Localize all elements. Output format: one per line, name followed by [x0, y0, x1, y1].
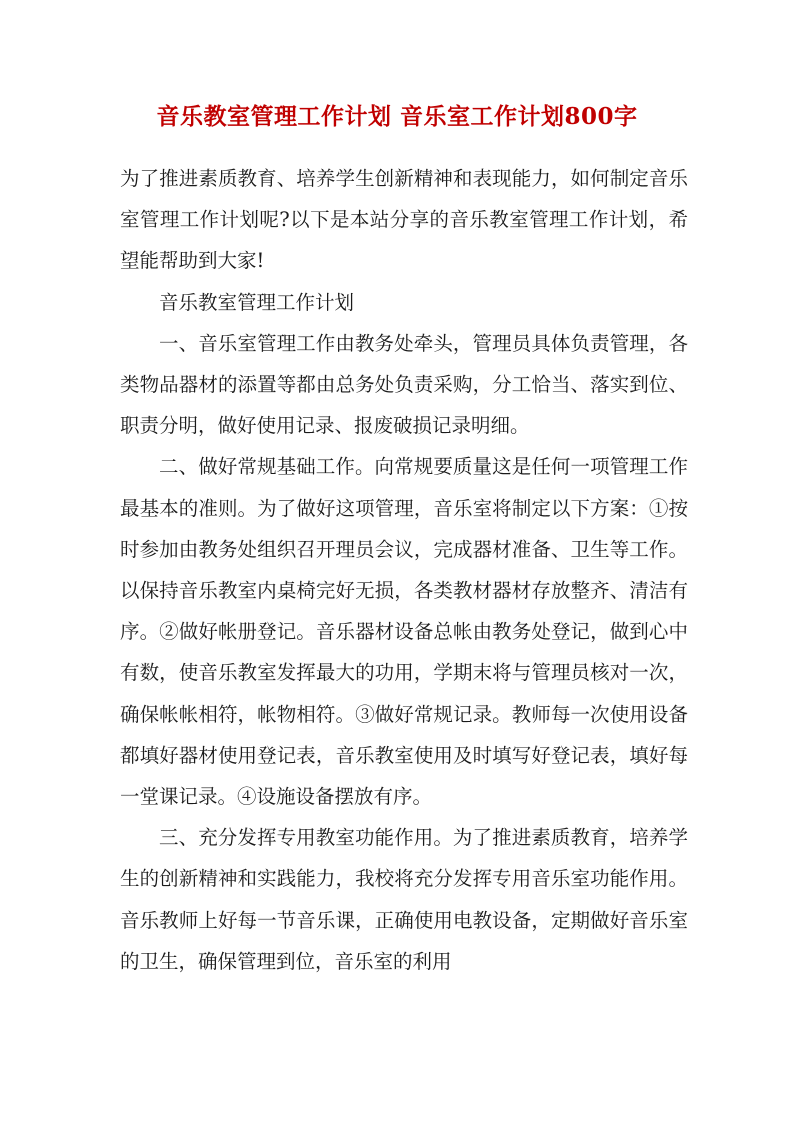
paragraph-3: 三、充分发挥专用教室功能作用。为了推进素质教育，培养学生的创新精神和实践能力，我校将充分发挥专用音乐室功能作用。音乐教师上好每一节音乐课，正确使用电教设备，定期做好音乐室的卫生，确保管理到位，音乐室的利用: [120, 826, 688, 973]
intro-paragraph: 为了推进素质教育、培养学生创新精神和表现能力，如何制定音乐室管理工作计划呢?以下是本站分享的音乐教室管理工作计划，希望能帮助到大家!: [120, 167, 688, 273]
document-body: [120, 158, 688, 982]
document-title: 音乐教室管理工作计划 音乐室工作计划800字: [156, 103, 638, 130]
paragraph-1: 一、音乐室管理工作由教务处牵头，管理员具体负责管理，各类物品器材的添置等都由总务处负责采购，分工恰当、落实到位、职责分明，做好使用记录、报废破损记录明细。: [120, 331, 688, 438]
section-heading: 音乐教室管理工作计划: [159, 290, 355, 314]
paragraph-2: 二、做好常规基础工作。向常规要质量这是任何一项管理工作最基本的准则。为了做好这项管理，音乐室将制定以下方案：①按时参加由教务处组织召开理员会议，完成器材准备、卫生等工作。以保持音乐教室内桌椅完好无损，各类教材器材存放整齐、清洁有序。②做好帐册登记。音乐器材设备总帐由教务处登记，做到心中有数，使音乐教室发挥最大的功用，学期末将与管理员核对一次，确保帐帐相符，帐物相符。③做好常规记录。教师每一次使用设备都填好器材使用登记表，音乐教室使用及时填写好登记表，填好每一堂课记录。④设施设备摆放有序。: [120, 455, 688, 809]
